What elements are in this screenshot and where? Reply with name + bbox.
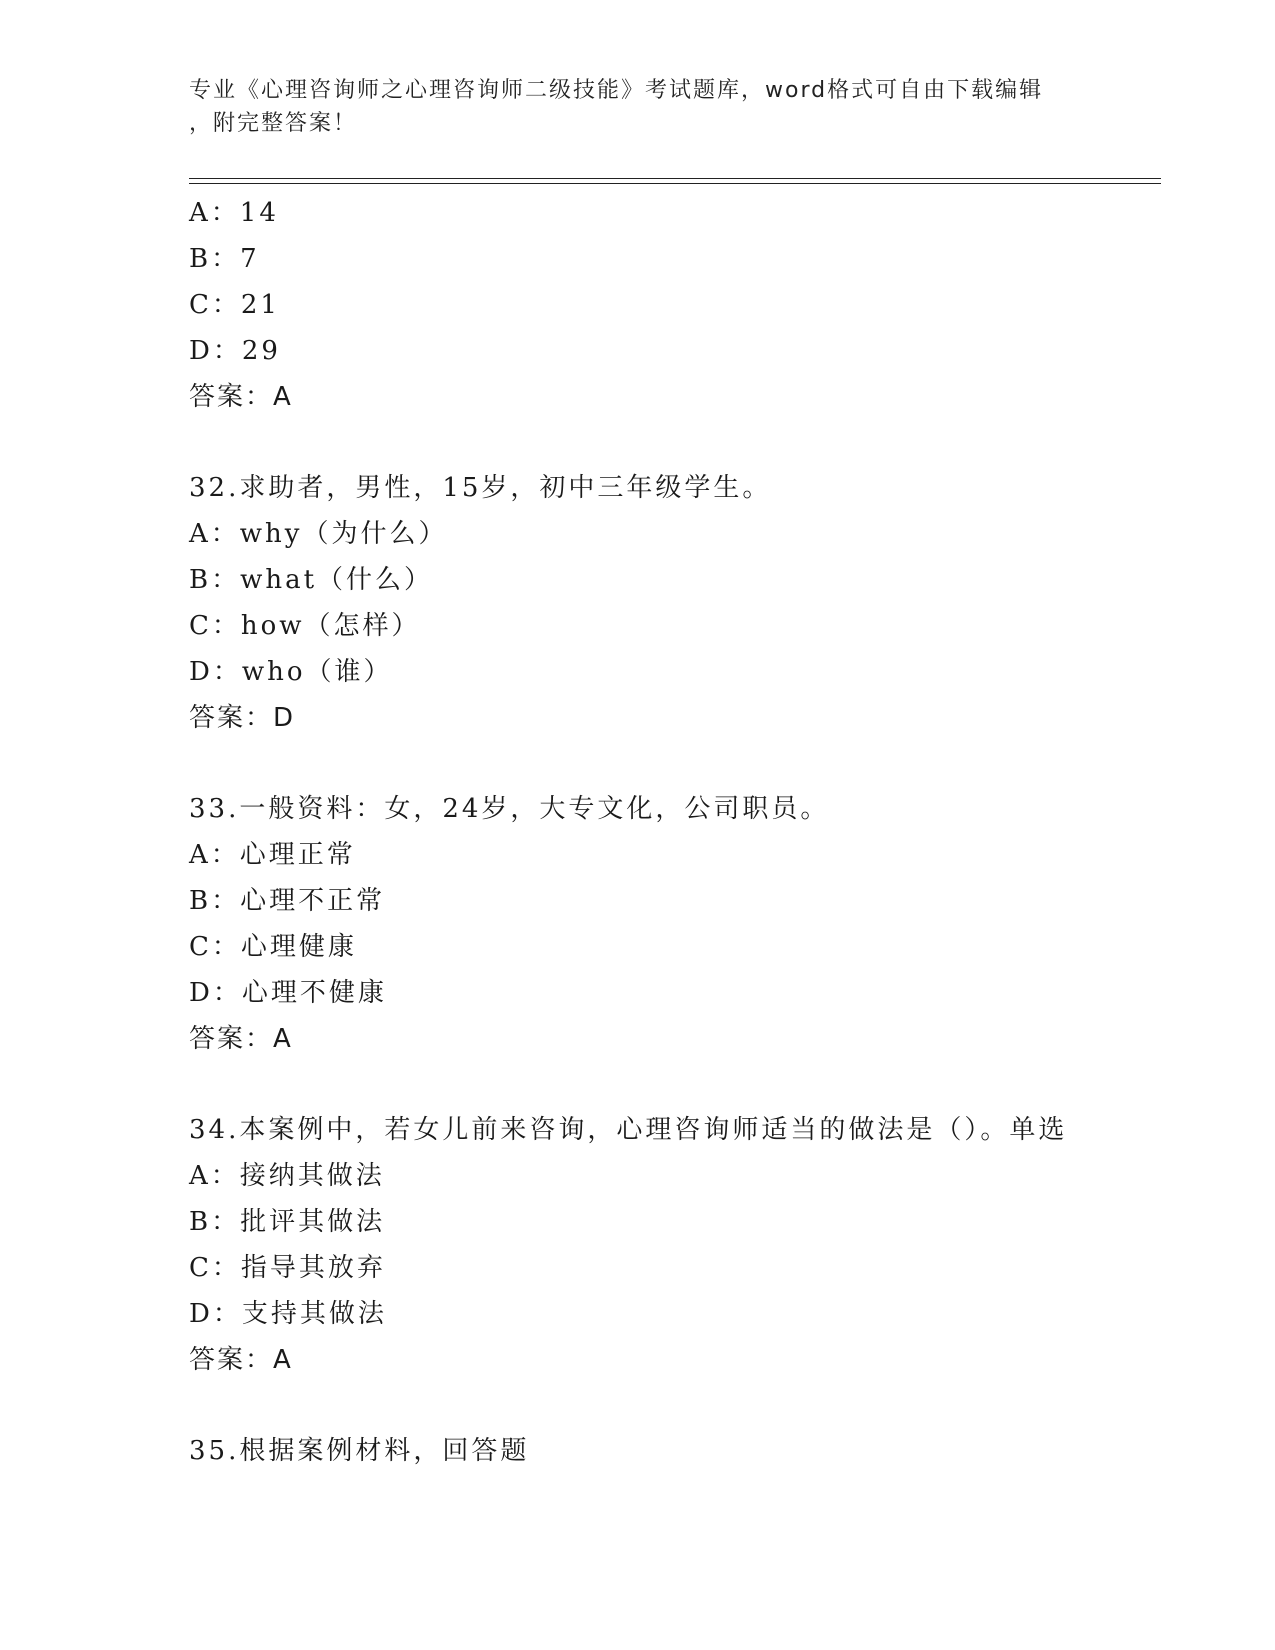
option-a: A：14 [189, 198, 279, 228]
option-a: A：why（为什么） [189, 519, 448, 549]
question-32 [189, 465, 1149, 741]
option-c: C：21 [189, 290, 280, 320]
option-d: D：支持其做法 [189, 1299, 387, 1329]
header-title-line: 专业《心理咨询师之心理咨询师二级技能》考试题库，word格式可自由下载编辑 [189, 78, 1044, 103]
header-title-continuation: ，附完整答案！ [189, 111, 358, 136]
option-d: D：心理不健康 [189, 978, 387, 1008]
option-b: B：7 [189, 244, 260, 274]
question-stem: 32.求助者，男性，15岁，初中三年级学生。 [189, 473, 772, 503]
option-b: B：批评其做法 [189, 1207, 386, 1237]
question-35 [189, 1428, 1149, 1474]
answer: 答案：D [189, 703, 296, 733]
spacer [189, 741, 1149, 786]
option-c: C：心理健康 [189, 932, 357, 962]
question-31 [189, 190, 1149, 420]
question-stem: 34.本案例中，若女儿前来咨询，心理咨询师适当的做法是（）。单选 [189, 1115, 1068, 1145]
answer: 答案：A [189, 1345, 293, 1375]
spacer [189, 1062, 1149, 1107]
option-b: B：what（什么） [189, 565, 434, 595]
option-b: B：心理不正常 [189, 886, 386, 916]
question-stem: 33.一般资料：女，24岁，大专文化，公司职员。 [189, 794, 830, 824]
header-divider-top [189, 178, 1161, 179]
question-34 [189, 1107, 1149, 1383]
option-c: C：指导其放弃 [189, 1253, 386, 1283]
spacer [189, 420, 1149, 465]
option-c: C：how（怎样） [189, 611, 421, 641]
question-list [189, 190, 1149, 1474]
answer: 答案：A [189, 382, 293, 412]
question-33 [189, 786, 1149, 1062]
option-d: D：who（谁） [189, 657, 393, 687]
spacer [189, 1383, 1149, 1428]
question-stem: 35.根据案例材料，回答题 [189, 1436, 530, 1466]
option-a: A：接纳其做法 [189, 1161, 385, 1191]
answer: 答案：A [189, 1024, 293, 1054]
option-d: D：29 [189, 336, 281, 366]
header-divider-bottom [189, 183, 1161, 184]
document-header [189, 74, 1069, 140]
option-a: A：心理正常 [189, 840, 356, 870]
